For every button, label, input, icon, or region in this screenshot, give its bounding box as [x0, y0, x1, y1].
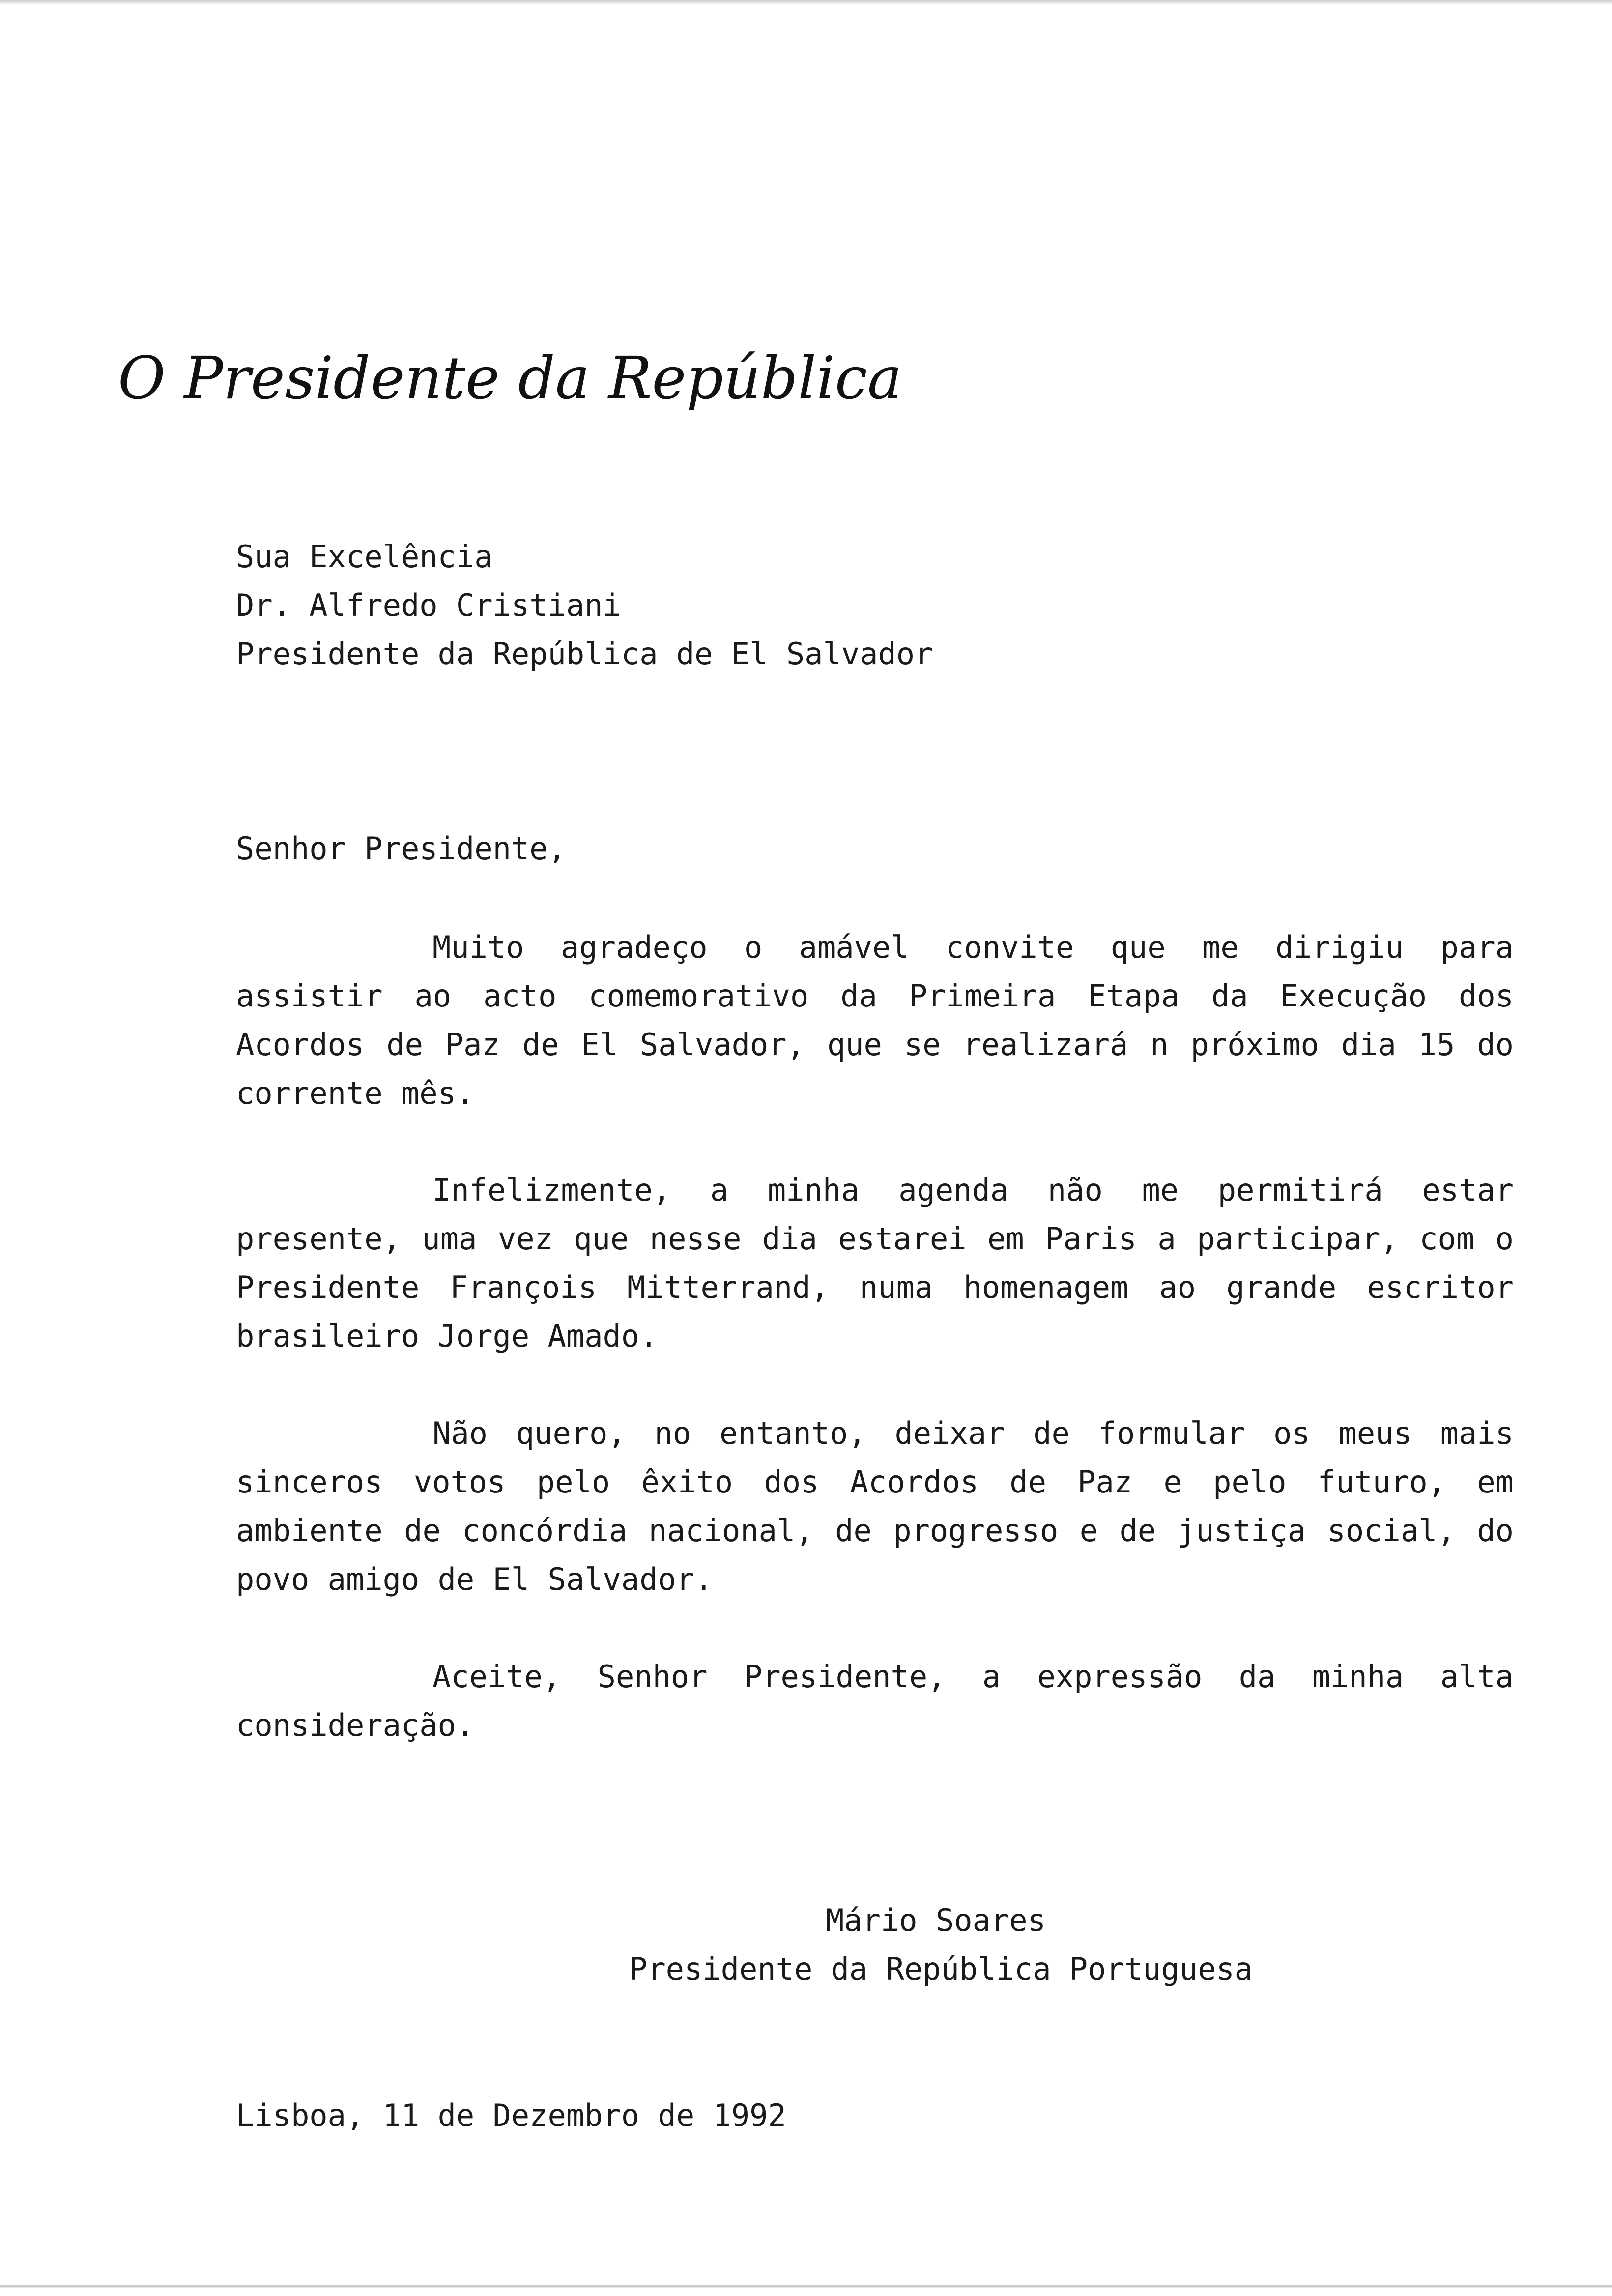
paragraph-3-text: Não quero, no entanto, deixar de formular os meus mais sinceros votos pelo êxito dos Acordos de Paz e pelo futuro, em ambiente de concórdia nacional, de progresso e de justiça social, do povo amigo de El Salvador. [236, 1415, 1514, 1597]
letterhead-script [113, 344, 902, 428]
signature-title: Presidente da República Portuguesa [629, 1951, 1253, 1987]
signature-block [629, 1896, 1366, 1993]
recipient-line-3: Presidente da República de El Salvador [236, 636, 933, 672]
paragraph-1-text: Muito agradeço o amável convite que me dirigiu para assistir ao acto comemorativo da Primeira Etapa da Execução dos Acordos de Paz de El Salvador, que se realizará n próximo dia 15 do corrente mês. [236, 929, 1514, 1111]
paragraph-2-text: Infelizmente, a minha agenda não me permitirá estar presente, uma vez que nesse dia estarei em Paris a participar, com o Presidente François Mitterrand, numa homenagem ao grande escritor brasileiro Jorge Amado. [236, 1172, 1514, 1354]
letterhead [113, 344, 902, 428]
paragraph-3 [236, 1409, 1514, 1604]
paragraph-1 [236, 923, 1514, 1118]
scan-edge-top [0, 0, 1612, 5]
dateline: Lisboa, 11 de Dezembro de 1992 [236, 2097, 786, 2133]
signature-name: Mário Soares [826, 1902, 1046, 1938]
recipient-block [236, 532, 1514, 678]
scan-edge-bottom [0, 2284, 1612, 2288]
recipient-line-1: Sua Excelência [236, 539, 493, 574]
paragraph-4 [236, 1652, 1514, 1750]
recipient-line-2: Dr. Alfredo Cristiani [236, 587, 621, 623]
letterhead-text: O Presidente da República [118, 344, 902, 412]
paragraph-2 [236, 1166, 1514, 1360]
salutation: Senhor Presidente, [236, 831, 566, 866]
paragraph-4-text: Aceite, Senhor Presidente, a expressão da minha alta consideração. [236, 1659, 1514, 1743]
